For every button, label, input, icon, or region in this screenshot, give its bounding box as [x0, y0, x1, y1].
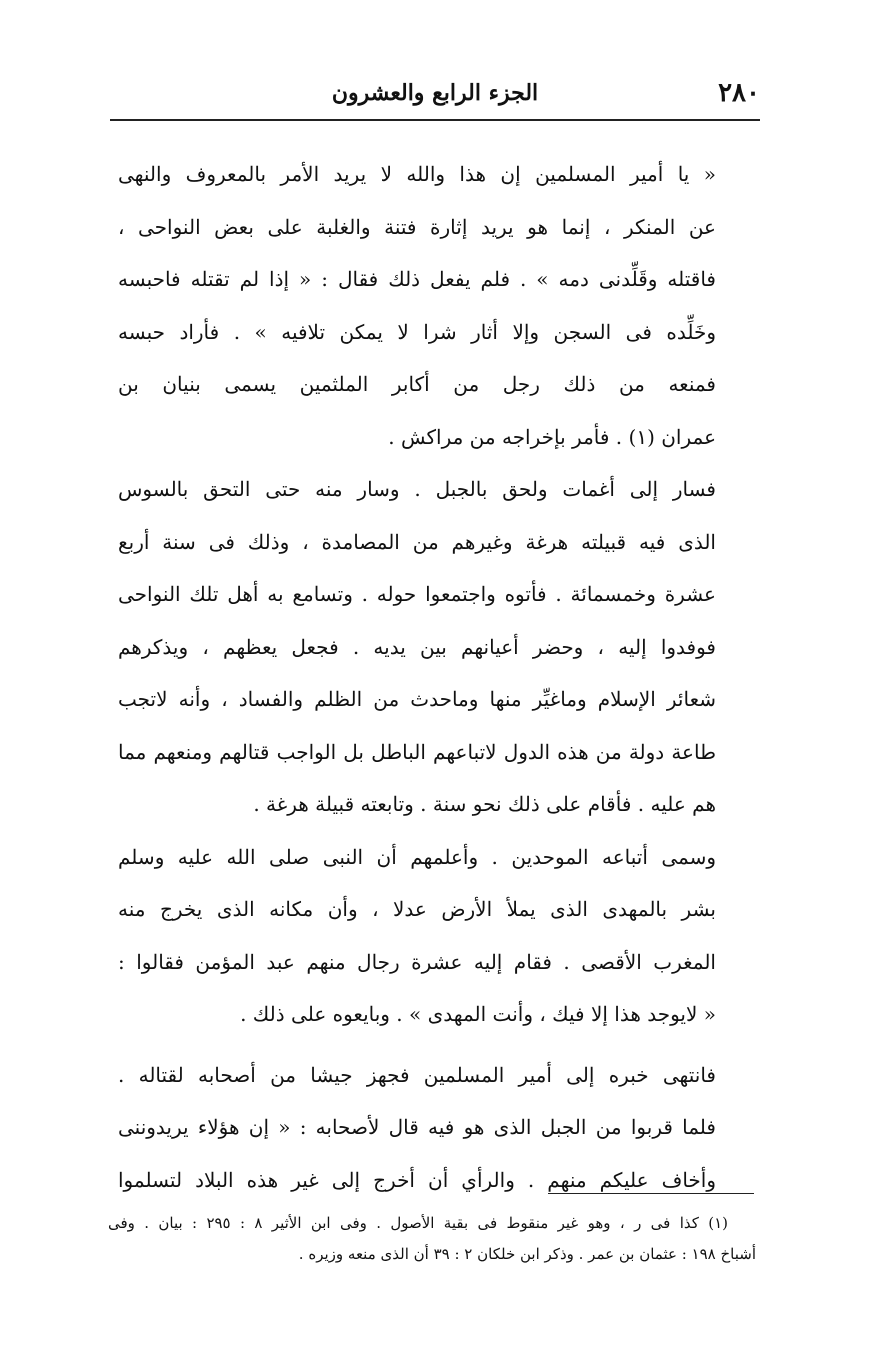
text-line: « لايوجد هذا إلا فيك ، وأنت المهدى » . وبايعوه على ذلك .	[240, 1002, 716, 1026]
page-number: ٢٨٠	[718, 78, 760, 108]
paragraph-1	[118, 148, 754, 463]
text-line: شعائر الإسلام وماغيِّر منها وماحدث من الظلم والفساد ، وأنه لاتجب	[118, 687, 716, 711]
footnote-rule	[548, 1193, 754, 1194]
text-line: فلما قربوا من الجبل الذى هو فيه قال لأصحابه : « إن هؤلاء يريدوننى	[118, 1115, 716, 1139]
footnote-line: أشباخ ١٩٨ : عثمان بن عمر . وذكر ابن خلكان ٢ : ٣٩ أن الذى منعه وزيره .	[298, 1245, 756, 1263]
text-line: عمران (١) . فأمر بإخراجه من مراكش .	[388, 424, 716, 449]
text-line: فاقتله وقَلِّدنى دمه » . فلم يفعل ذلك فقال : « إذا لم تقتله فاحبسه	[118, 267, 716, 291]
footnotes	[108, 1208, 756, 1270]
text-line: الذى فيه قبيلته هرغة وغيرهم من المصامدة ، وذلك فى سنة أربع	[118, 529, 716, 554]
text-line: « يا أمير المسلمين إن هذا والله لا يريد الأمر بالمعروف والنهى	[118, 162, 716, 186]
text-line: وخَلِّده فى السجن وإلا أثار شرا لا يمكن تلافيه » . فأراد حبسه	[118, 319, 716, 344]
text-line: طاعة دولة من هذه الدول لاتباعهم الباطل بل الواجب قتالهم ومنعهم مما	[118, 739, 716, 764]
page-header	[110, 76, 760, 112]
footnote-line: (١) كذا فى ر ، وهو غير منقوط فى بقية الأصول . وفى ابن الأثير ٨ : ٢٩٥ : بيان . وفى	[108, 1214, 728, 1232]
header-rule	[110, 119, 760, 121]
text-line: وأخاف عليكم منهم . والرأي أن أخرج إلى غير هذه البلاد لتسلموا	[118, 1167, 716, 1192]
text-line: فوفدوا إليه ، وحضر أعيانهم بين يديه . فجعل يعظهم ، ويذكرهم	[118, 634, 716, 659]
text-line: عشرة وخمسمائة . فأتوه واجتمعوا حوله . وتسامع به أهل تلك النواحى	[118, 582, 716, 606]
text-line: هم عليه . فأقام على ذلك نحو سنة . وتابعته قبيلة هرغة .	[253, 792, 716, 816]
text-line: فسار إلى أغمات ولحق بالجبل . وسار منه حتى التحق بالسوس	[118, 477, 716, 501]
text-line: فانتهى خبره إلى أمير المسلمين فجهز جيشا من أصحابه لقتاله .	[118, 1062, 716, 1087]
text-line: عن المنكر ، إنما هو يريد إثارة فتنة والغلبة على بعض النواحى ،	[118, 214, 716, 239]
running-title: الجزء الرابع والعشرون	[331, 80, 539, 106]
text-line: فمنعه من ذلك رجل من أكابر الملثمين يسمى بنيان بن	[118, 372, 716, 396]
text-line: المغرب الأقصى . فقام إليه عشرة رجال منهم عبد المؤمن فقالوا :	[118, 949, 716, 974]
text-line: بشر بالمهدى الذى يملأ الأرض عدلا ، وأن مكانه الذى يخرج منه	[118, 897, 716, 921]
paragraph-3	[118, 831, 754, 1041]
paragraph-2	[118, 463, 754, 831]
paragraph-4	[118, 1049, 754, 1207]
text-line: وسمى أتباعه الموحدين . وأعلمهم أن النبى صلى الله عليه وسلم	[118, 844, 716, 869]
main-text	[118, 148, 754, 1206]
